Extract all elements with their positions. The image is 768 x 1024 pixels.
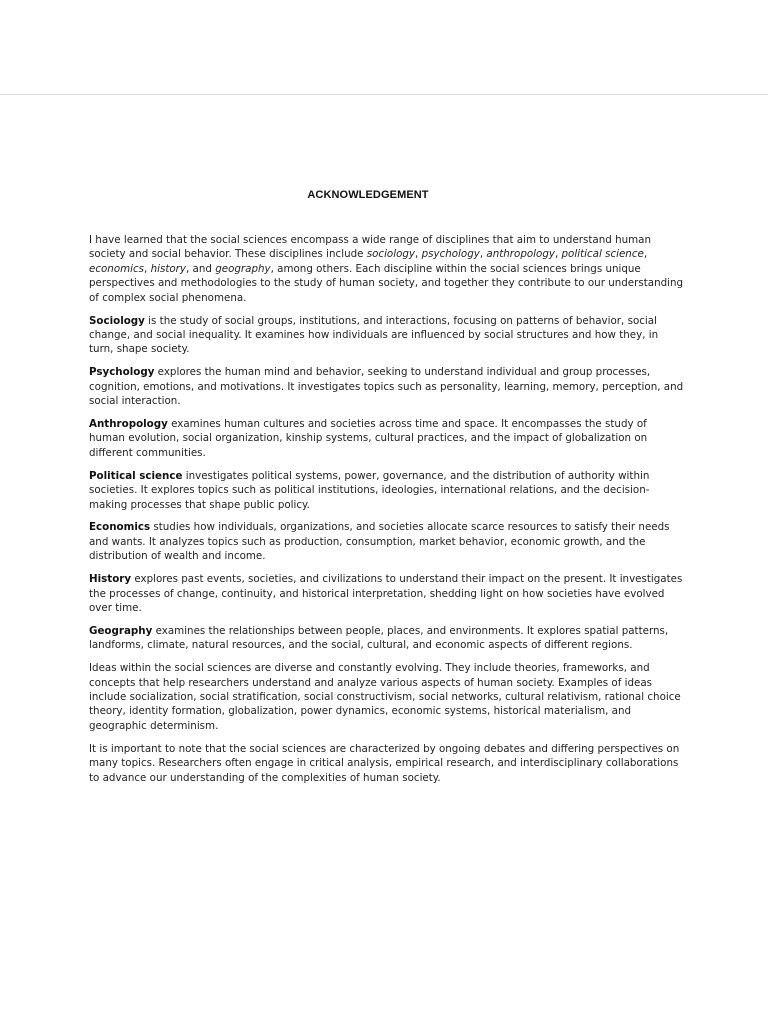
section-paragraph-psychology (89, 365, 685, 408)
section-paragraph-political-science (89, 469, 685, 512)
section-paragraph-anthropology (89, 417, 685, 460)
separator: , (554, 248, 562, 261)
separator: , (643, 248, 648, 261)
discipline-anthropology: anthropology (486, 248, 555, 261)
separator: , (415, 248, 422, 261)
section-paragraph-geography (89, 624, 685, 653)
section-text: is the study of social groups, institutions, and interactions, focusing on patterns of behavior, social change, and social inequality. It examines how individuals are influenced by social structures and how they, in turn, shape society. (89, 314, 659, 356)
discipline-history: history (150, 262, 187, 275)
section-text: explores the human mind and behavior, seeking to understand individual and group processes, cognition, emotions, and motivations. It investigates topics such as personality, learning, memory, perception, and social interaction. (89, 366, 684, 408)
section-paragraph-history (89, 572, 685, 615)
document-title: ACKNOWLEDGEMENT (307, 189, 429, 201)
separator: , (479, 248, 487, 261)
section-text: explores past events, societies, and civilizations to understand their impact on the present. It investigates the processes of change, continuity, and historical interpretation, shedding light on how societies have evolved over time. (89, 573, 683, 614)
discipline-economics: economics (89, 262, 145, 275)
document-body (89, 233, 685, 793)
section-term: Political science (89, 469, 183, 482)
section-text: investigates political systems, power, governance, and the distribution of authority within societies. It explores topics such as political institutions, ideologies, international relations, and the decision-making processes that shape public policy. (89, 469, 650, 511)
document-page (0, 95, 768, 1024)
closing-paragraph: It is important to note that the social sciences are characterized by ongoing debates and differing perspectives on many topics. Researchers often engage in critical analysis, empirical research, and interdisciplinary collaborations to advance our understanding of the complexities of human society. (89, 742, 680, 784)
discipline-psychology: psychology (421, 248, 480, 261)
section-term: Sociology (89, 314, 145, 327)
viewer-top-bar (0, 0, 768, 95)
section-term: Economics (89, 521, 151, 534)
section-term: Anthropology (89, 417, 168, 430)
separator: , (144, 262, 151, 275)
discipline-political-science: political science (561, 248, 644, 261)
intro-text-start: I have learned that the social sciences encompass a wide range of disciplines that aim to understand human society and social behavior. These disciplines include (89, 234, 651, 261)
section-term: Geography (89, 624, 153, 637)
section-text: examines human cultures and societies across time and space. It encompasses the study of human evolution, social organization, kinship systems, cultural practices, and the impact of globalization on different communities. (89, 417, 648, 459)
section-text: studies how individuals, organizations, and societies allocate scarce resources to satisfy their needs and wants. It analyzes topics such as production, consumption, market behavior, economic growth, and the distribution of wealth and income. (89, 521, 670, 563)
intro-paragraph (89, 233, 685, 305)
section-text: examines the relationships between people, places, and environments. It explores spatial patterns, landforms, climate, natural resources, and the social, cultural, and economic aspects of different regions. (89, 624, 669, 652)
section-term: Psychology (89, 366, 155, 379)
section-paragraph-sociology (89, 314, 685, 357)
intro-text-end: , among others. Each discipline within the social sciences brings unique perspectives and methodologies to the study of human society, and together they contribute to our understanding of complex social phenomena. (89, 262, 684, 304)
ideas-paragraph: Ideas within the social sciences are diverse and constantly evolving. They include theories, frameworks, and concepts that help researchers understand and analyze various aspects of human society. Examples of ideas include socialization, social stratification, social constructivism, social networks, cultural relativism, rational choice theory, identity formation, globalization, power dynamics, economic systems, historical materialism, and geographic determinism. (89, 662, 681, 732)
discipline-sociology: sociology (366, 248, 416, 261)
separator: , and (186, 262, 216, 275)
section-paragraph-economics (89, 520, 685, 563)
discipline-geography: geography (215, 262, 271, 275)
section-term: History (89, 573, 132, 586)
